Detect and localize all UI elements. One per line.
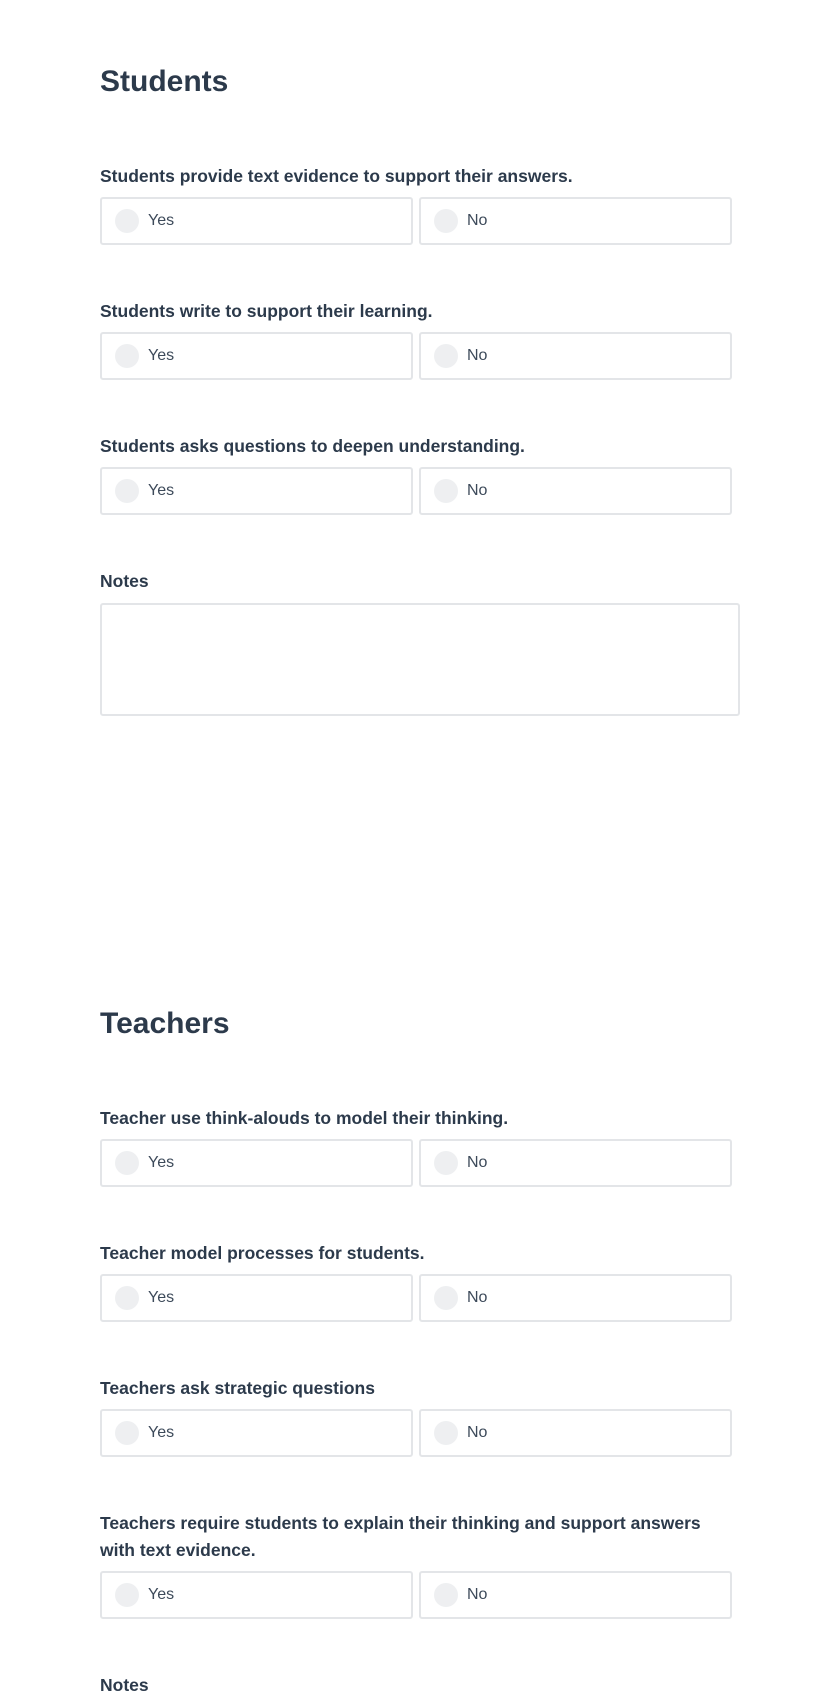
option-label: No xyxy=(467,1289,488,1306)
radio-group xyxy=(100,1274,740,1322)
section-title-teachers: Teachers xyxy=(100,1007,230,1040)
option-label: No xyxy=(467,1154,488,1171)
radio-group xyxy=(100,1409,740,1457)
notes-label: Notes xyxy=(100,571,149,591)
radio-button[interactable] xyxy=(115,479,139,503)
option-no[interactable] xyxy=(419,467,732,515)
option-yes[interactable] xyxy=(100,1571,413,1619)
radio-button[interactable] xyxy=(115,1286,139,1310)
question-students-ask-questions xyxy=(100,433,740,515)
option-label: No xyxy=(467,347,488,364)
question-label: Students asks questions to deepen understanding. xyxy=(100,436,525,456)
option-label: Yes xyxy=(148,1424,175,1441)
question-label: Teacher use think-alouds to model their thinking. xyxy=(100,1108,509,1128)
option-label: No xyxy=(467,212,488,229)
question-students-text-evidence xyxy=(100,163,740,245)
option-no[interactable] xyxy=(419,1571,732,1619)
radio-button[interactable] xyxy=(434,1421,458,1445)
option-no[interactable] xyxy=(419,332,732,380)
radio-button[interactable] xyxy=(115,1421,139,1445)
option-no[interactable] xyxy=(419,1409,732,1457)
option-no[interactable] xyxy=(419,1139,732,1187)
option-yes[interactable] xyxy=(100,1139,413,1187)
radio-button[interactable] xyxy=(434,479,458,503)
notes-field-students xyxy=(100,568,740,716)
radio-group xyxy=(100,332,740,380)
question-teachers-strategic-questions xyxy=(100,1375,740,1457)
radio-button[interactable] xyxy=(434,344,458,368)
radio-button[interactable] xyxy=(115,209,139,233)
option-yes[interactable] xyxy=(100,332,413,380)
radio-group xyxy=(100,1139,740,1187)
radio-button[interactable] xyxy=(434,1583,458,1607)
notes-field-teachers xyxy=(100,1672,740,1699)
question-teacher-model-processes xyxy=(100,1240,740,1322)
question-label: Teachers ask strategic questions xyxy=(100,1378,375,1398)
option-no[interactable] xyxy=(419,1274,732,1322)
option-yes[interactable] xyxy=(100,467,413,515)
radio-button[interactable] xyxy=(115,344,139,368)
notes-textarea[interactable] xyxy=(100,603,740,716)
option-label: Yes xyxy=(148,347,175,364)
option-label: No xyxy=(467,1586,488,1603)
students-section xyxy=(100,64,740,591)
option-yes[interactable] xyxy=(100,1409,413,1457)
question-label: Students provide text evidence to support their answers. xyxy=(100,166,573,186)
section-title-students: Students xyxy=(100,65,229,98)
notes-label: Notes xyxy=(100,1675,149,1695)
question-label: Teachers require students to explain their thinking and support answers with text evidence. xyxy=(100,1513,701,1560)
option-yes[interactable] xyxy=(100,1274,413,1322)
option-yes[interactable] xyxy=(100,197,413,245)
option-label: No xyxy=(467,1424,488,1441)
question-label: Teacher model processes for students. xyxy=(100,1243,425,1263)
radio-group xyxy=(100,197,740,245)
question-label: Students write to support their learning. xyxy=(100,301,433,321)
radio-group xyxy=(100,1571,740,1619)
option-label: Yes xyxy=(148,212,175,229)
option-label: Yes xyxy=(148,1586,175,1603)
radio-button[interactable] xyxy=(434,1286,458,1310)
option-no[interactable] xyxy=(419,197,732,245)
teachers-section xyxy=(100,1006,740,1695)
question-teacher-think-alouds xyxy=(100,1105,740,1187)
radio-button[interactable] xyxy=(115,1151,139,1175)
radio-button[interactable] xyxy=(434,209,458,233)
question-teachers-require-explanation xyxy=(100,1510,740,1619)
radio-button[interactable] xyxy=(115,1583,139,1607)
radio-group xyxy=(100,467,740,515)
question-students-write xyxy=(100,298,740,380)
radio-button[interactable] xyxy=(434,1151,458,1175)
option-label: No xyxy=(467,482,488,499)
option-label: Yes xyxy=(148,1289,175,1306)
option-label: Yes xyxy=(148,1154,175,1171)
option-label: Yes xyxy=(148,482,175,499)
